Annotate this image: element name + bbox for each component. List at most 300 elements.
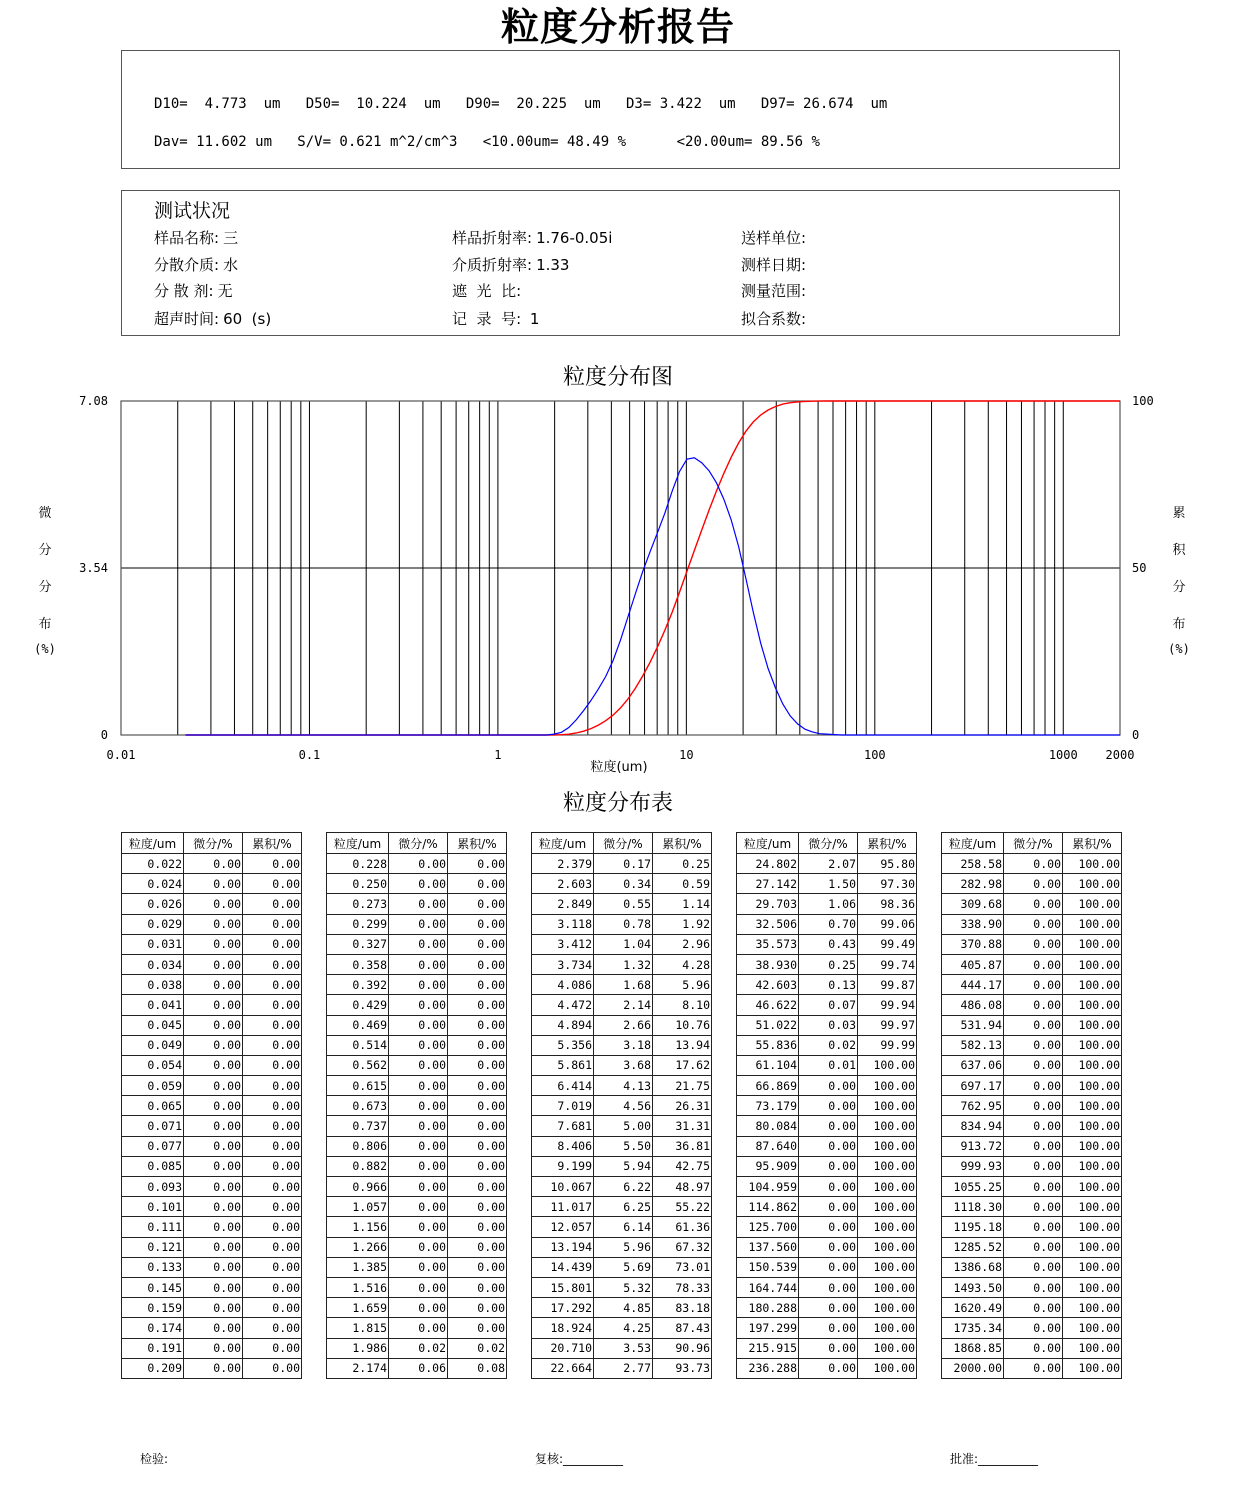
cumulative-cell: 0.00: [243, 1035, 302, 1055]
table-row: [942, 1237, 1122, 1257]
condition-label: 样品折射率:: [452, 229, 533, 247]
cumulative-cell: 0.00: [448, 1257, 507, 1277]
size-cell: 0.077: [122, 1136, 184, 1156]
size-cell: 0.145: [122, 1277, 184, 1297]
size-cell: 2.379: [532, 854, 594, 874]
cumulative-cell: 100.00: [1063, 934, 1122, 954]
cumulative-cell: 17.62: [653, 1055, 712, 1075]
differential-cell: 0.00: [799, 1076, 858, 1096]
table-row: [942, 934, 1122, 954]
differential-cell: 0.25: [799, 954, 858, 974]
condition-value: 1.33: [536, 256, 570, 274]
table-row: [942, 1015, 1122, 1035]
size-cell: 137.560: [737, 1237, 799, 1257]
size-cell: 1620.49: [942, 1298, 1004, 1318]
column-header: 粒度/um: [532, 833, 594, 854]
differential-cell: 3.53: [594, 1338, 653, 1358]
size-cell: 46.622: [737, 995, 799, 1015]
size-cell: 913.72: [942, 1136, 1004, 1156]
differential-cell: 0.00: [389, 954, 448, 974]
differential-cell: 0.00: [389, 1277, 448, 1297]
cumulative-cell: 0.00: [243, 954, 302, 974]
differential-cell: 4.56: [594, 1096, 653, 1116]
differential-cell: 4.85: [594, 1298, 653, 1318]
table-row: [327, 1358, 507, 1378]
table-row: [942, 975, 1122, 995]
size-cell: 309.68: [942, 894, 1004, 914]
differential-cell: 0.00: [799, 1156, 858, 1176]
differential-cell: 0.00: [389, 1015, 448, 1035]
size-cell: 0.673: [327, 1096, 389, 1116]
table-row: [737, 1257, 917, 1277]
table-row: [122, 1277, 302, 1297]
table-row: [737, 954, 917, 974]
size-cell: 27.142: [737, 874, 799, 894]
column-header: 微分/%: [389, 833, 448, 854]
cumulative-cell: 100.00: [1063, 1136, 1122, 1156]
y-left-tick-label: 0: [100, 728, 108, 742]
cumulative-cell: 100.00: [1063, 1156, 1122, 1176]
differential-cell: 0.00: [184, 1156, 243, 1176]
differential-cell: 0.00: [389, 854, 448, 874]
table-row: [327, 1015, 507, 1035]
size-cell: 338.90: [942, 914, 1004, 934]
size-cell: 73.179: [737, 1096, 799, 1116]
differential-cell: 0.00: [389, 1136, 448, 1156]
size-cell: 0.250: [327, 874, 389, 894]
cumulative-cell: 0.00: [243, 1318, 302, 1338]
cumulative-cell: 0.00: [448, 914, 507, 934]
cumulative-cell: 0.00: [448, 1177, 507, 1197]
y-right-axis-label: 布: [1172, 617, 1186, 632]
differential-cell: 0.00: [389, 1257, 448, 1277]
differential-cell: 0.00: [389, 1116, 448, 1136]
table-row: [327, 1136, 507, 1156]
size-cell: 0.026: [122, 894, 184, 914]
differential-cell: 0.00: [184, 1237, 243, 1257]
column-header: 累积/%: [1063, 833, 1122, 854]
cumulative-cell: 0.00: [448, 1116, 507, 1136]
differential-cell: 5.50: [594, 1136, 653, 1156]
size-cell: 0.737: [327, 1116, 389, 1136]
size-cell: 444.17: [942, 975, 1004, 995]
y-left-axis-label: (%): [34, 642, 56, 656]
differential-cell: 0.00: [389, 1298, 448, 1318]
differential-cell: 5.69: [594, 1257, 653, 1277]
differential-cell: 0.00: [184, 1197, 243, 1217]
cumulative-cell: 100.00: [1063, 1096, 1122, 1116]
column-header: 累积/%: [653, 833, 712, 854]
size-cell: 55.836: [737, 1035, 799, 1055]
table-row: [942, 1076, 1122, 1096]
cumulative-cell: 0.00: [448, 894, 507, 914]
summary-line-1: D10= 4.773 um D50= 10.224 um D90= 20.225 um D3= 3.422 um D97= 26.674 um: [154, 96, 888, 112]
table-row: [327, 1237, 507, 1257]
condition-value: 水: [223, 256, 239, 274]
cumulative-cell: 0.00: [243, 1096, 302, 1116]
size-cell: 999.93: [942, 1156, 1004, 1176]
condition-label: 记 录 号:: [452, 310, 522, 328]
cumulative-cell: 0.00: [448, 1318, 507, 1338]
differential-cell: 0.13: [799, 975, 858, 995]
condition-value: 无: [217, 282, 233, 300]
table-row: [327, 1156, 507, 1176]
condition-value: 1.76-0.05i: [536, 229, 613, 247]
cumulative-cell: 0.00: [243, 1177, 302, 1197]
differential-cell: 0.00: [184, 914, 243, 934]
cumulative-cell: 0.00: [243, 1015, 302, 1035]
size-cell: 20.710: [532, 1338, 594, 1358]
y-right-tick-label: 100: [1132, 394, 1154, 408]
table-row: [737, 1177, 917, 1197]
differential-cell: 0.00: [389, 975, 448, 995]
condition-item: [452, 308, 539, 329]
differential-cell: 0.00: [389, 914, 448, 934]
cumulative-cell: 100.00: [1063, 854, 1122, 874]
differential-cell: 0.00: [184, 1217, 243, 1237]
table-row: [737, 1298, 917, 1318]
x-tick-label: 2000: [1105, 748, 1135, 762]
size-cell: 0.059: [122, 1076, 184, 1096]
cumulative-cell: 1.14: [653, 894, 712, 914]
size-cell: 150.539: [737, 1257, 799, 1277]
report-title: 粒度分析报告: [500, 5, 735, 49]
cumulative-cell: 0.00: [243, 1055, 302, 1075]
differential-cell: 0.00: [184, 954, 243, 974]
size-cell: 1118.30: [942, 1197, 1004, 1217]
size-cell: 38.930: [737, 954, 799, 974]
size-cell: 4.472: [532, 995, 594, 1015]
differential-cell: 0.00: [184, 1318, 243, 1338]
table-row: [327, 1217, 507, 1237]
size-cell: 10.067: [532, 1177, 594, 1197]
size-cell: 5.356: [532, 1035, 594, 1055]
inspect-signature: 检验:: [140, 1452, 169, 1466]
cumulative-cell: 99.97: [858, 1015, 917, 1035]
column-header: 微分/%: [799, 833, 858, 854]
table-row: [942, 914, 1122, 934]
differential-cell: 0.00: [184, 1055, 243, 1075]
differential-cell: 1.68: [594, 975, 653, 995]
size-cell: 0.121: [122, 1237, 184, 1257]
table-row: [532, 1237, 712, 1257]
column-header: 累积/%: [448, 833, 507, 854]
differential-cell: 0.00: [1004, 1015, 1063, 1035]
size-cell: 8.406: [532, 1136, 594, 1156]
distribution-table: [326, 832, 507, 1379]
size-cell: 6.414: [532, 1076, 594, 1096]
differential-cell: 5.00: [594, 1116, 653, 1136]
size-cell: 1.986: [327, 1338, 389, 1358]
condition-label: 送样单位:: [741, 229, 807, 247]
size-cell: 17.292: [532, 1298, 594, 1318]
condition-label: 测样日期:: [741, 256, 807, 274]
cumulative-cell: 0.00: [448, 1277, 507, 1297]
size-cell: 14.439: [532, 1257, 594, 1277]
cumulative-cell: 31.31: [653, 1116, 712, 1136]
y-left-axis-label: 分: [38, 543, 52, 558]
size-cell: 7.019: [532, 1096, 594, 1116]
size-cell: 0.085: [122, 1156, 184, 1176]
cumulative-cell: 0.00: [243, 1237, 302, 1257]
cumulative-cell: 100.00: [1063, 1358, 1122, 1378]
differential-cell: 0.00: [184, 1338, 243, 1358]
table-row: [942, 854, 1122, 874]
cumulative-cell: 13.94: [653, 1035, 712, 1055]
size-cell: 1.156: [327, 1217, 389, 1237]
condition-label: 测量范围:: [741, 282, 807, 300]
table-row: [942, 1177, 1122, 1197]
size-cell: 0.022: [122, 854, 184, 874]
cumulative-cell: 99.94: [858, 995, 917, 1015]
differential-cell: 0.00: [1004, 954, 1063, 974]
size-cell: 0.562: [327, 1055, 389, 1075]
differential-cell: 1.06: [799, 894, 858, 914]
differential-cell: 0.00: [184, 854, 243, 874]
table-row: [327, 914, 507, 934]
differential-cell: 0.00: [799, 1338, 858, 1358]
size-cell: 1.057: [327, 1197, 389, 1217]
size-cell: 0.966: [327, 1177, 389, 1197]
cumulative-cell: 100.00: [858, 1055, 917, 1075]
differential-cell: 0.00: [1004, 1156, 1063, 1176]
condition-item: [154, 227, 238, 248]
table-row: [327, 1338, 507, 1358]
size-cell: 24.802: [737, 854, 799, 874]
cumulative-cell: 0.00: [243, 1257, 302, 1277]
cumulative-cell: 100.00: [1063, 914, 1122, 934]
differential-cell: 5.96: [594, 1237, 653, 1257]
cumulative-cell: 36.81: [653, 1136, 712, 1156]
x-tick-label: 10: [679, 748, 694, 762]
condition-item: [741, 254, 810, 275]
table-header-row: [737, 833, 917, 854]
cumulative-cell: 0.00: [448, 1298, 507, 1318]
size-cell: 2.174: [327, 1358, 389, 1378]
differential-cell: 0.00: [1004, 1136, 1063, 1156]
cumulative-cell: 100.00: [858, 1076, 917, 1096]
size-cell: 0.031: [122, 934, 184, 954]
size-cell: 22.664: [532, 1358, 594, 1378]
table-header-row: [532, 833, 712, 854]
cumulative-cell: 4.28: [653, 954, 712, 974]
table-row: [122, 1096, 302, 1116]
differential-distribution-line: [186, 458, 1121, 735]
table-row: [122, 894, 302, 914]
table-row: [122, 1015, 302, 1035]
table-row: [737, 1076, 917, 1096]
differential-cell: 0.00: [799, 1096, 858, 1116]
size-cell: 1285.52: [942, 1237, 1004, 1257]
cumulative-cell: 1.92: [653, 914, 712, 934]
y-right-tick-label: 50: [1132, 561, 1147, 575]
table-row: [737, 894, 917, 914]
column-header: 粒度/um: [737, 833, 799, 854]
table-row: [327, 1257, 507, 1277]
size-cell: 3.118: [532, 914, 594, 934]
cumulative-cell: 0.00: [243, 1197, 302, 1217]
table-row: [122, 1298, 302, 1318]
cumulative-cell: 0.00: [243, 934, 302, 954]
condition-label: 分 散 剂:: [154, 282, 214, 300]
condition-label: 分散介质:: [154, 256, 220, 274]
cumulative-cell: 0.00: [448, 1096, 507, 1116]
x-axis-label: 粒度(um): [590, 760, 648, 775]
differential-cell: 0.00: [1004, 1298, 1063, 1318]
cumulative-cell: 97.30: [858, 874, 917, 894]
cumulative-cell: 0.00: [243, 894, 302, 914]
size-cell: 637.06: [942, 1055, 1004, 1075]
column-header: 微分/%: [1004, 833, 1063, 854]
summary-line-2: Dav= 11.602 um S/V= 0.621 m^2/cm^3 <10.00um= 48.49 % <20.00um= 89.56 %: [154, 134, 820, 150]
differential-cell: 0.00: [389, 995, 448, 1015]
table-row: [122, 934, 302, 954]
table-row: [327, 1035, 507, 1055]
table-row: [532, 1358, 712, 1378]
table-row: [122, 1076, 302, 1096]
cumulative-cell: 100.00: [858, 1277, 917, 1297]
size-cell: 15.801: [532, 1277, 594, 1297]
table-row: [737, 1055, 917, 1075]
x-tick-label: 1: [494, 748, 502, 762]
cumulative-cell: 99.49: [858, 934, 917, 954]
differential-cell: 0.00: [389, 1156, 448, 1176]
differential-cell: 0.00: [184, 894, 243, 914]
cumulative-cell: 0.00: [243, 1217, 302, 1237]
cumulative-cell: 100.00: [1063, 1257, 1122, 1277]
y-left-axis-label: 分: [38, 580, 52, 595]
differential-cell: 0.00: [389, 1055, 448, 1075]
table-row: [122, 1318, 302, 1338]
size-cell: 2.849: [532, 894, 594, 914]
condition-item: [452, 227, 612, 248]
differential-cell: 0.00: [389, 1177, 448, 1197]
column-header: 微分/%: [184, 833, 243, 854]
size-cell: 236.288: [737, 1358, 799, 1378]
size-cell: 3.412: [532, 934, 594, 954]
differential-cell: 0.00: [799, 1177, 858, 1197]
table-row: [942, 894, 1122, 914]
cumulative-cell: 0.00: [448, 1156, 507, 1176]
size-cell: 5.861: [532, 1055, 594, 1075]
table-row: [122, 914, 302, 934]
cumulative-cell: 93.73: [653, 1358, 712, 1378]
cumulative-cell: 0.00: [448, 934, 507, 954]
cumulative-cell: 0.00: [243, 1358, 302, 1378]
table-row: [327, 1096, 507, 1116]
differential-cell: 0.00: [184, 995, 243, 1015]
cumulative-cell: 0.00: [448, 854, 507, 874]
differential-cell: 0.00: [1004, 934, 1063, 954]
size-cell: 18.924: [532, 1318, 594, 1338]
table-row: [327, 874, 507, 894]
table-row: [327, 1197, 507, 1217]
table-row: [122, 1136, 302, 1156]
table-row: [122, 1338, 302, 1358]
differential-cell: 0.00: [1004, 1338, 1063, 1358]
table-row: [122, 1237, 302, 1257]
differential-cell: 0.00: [184, 1096, 243, 1116]
size-cell: 1386.68: [942, 1257, 1004, 1277]
size-cell: 215.915: [737, 1338, 799, 1358]
table-row: [532, 1177, 712, 1197]
differential-cell: 0.00: [184, 1076, 243, 1096]
cumulative-cell: 0.00: [448, 1217, 507, 1237]
differential-cell: 0.00: [1004, 1257, 1063, 1277]
y-left-axis-label: 微: [38, 506, 52, 521]
size-cell: 1.385: [327, 1257, 389, 1277]
size-cell: 0.133: [122, 1257, 184, 1277]
cumulative-cell: 5.96: [653, 975, 712, 995]
table-row: [737, 1318, 917, 1338]
size-cell: 405.87: [942, 954, 1004, 974]
table-row: [942, 1257, 1122, 1277]
size-cell: 87.640: [737, 1136, 799, 1156]
cumulative-cell: 100.00: [1063, 1338, 1122, 1358]
cumulative-cell: 99.06: [858, 914, 917, 934]
table-row: [122, 1358, 302, 1378]
table-row: [532, 1217, 712, 1237]
size-cell: 762.95: [942, 1096, 1004, 1116]
condition-label: 介质折射率:: [452, 256, 533, 274]
differential-cell: 0.02: [799, 1035, 858, 1055]
y-left-tick-label: 7.08: [79, 394, 108, 408]
size-cell: 0.024: [122, 874, 184, 894]
condition-item: [741, 308, 810, 329]
table-row: [942, 1055, 1122, 1075]
table-row: [122, 1257, 302, 1277]
cumulative-cell: 100.00: [858, 1237, 917, 1257]
table-row: [942, 1217, 1122, 1237]
condition-item: [741, 280, 810, 301]
differential-cell: 0.00: [184, 1257, 243, 1277]
table-row: [327, 1177, 507, 1197]
cumulative-cell: 87.43: [653, 1318, 712, 1338]
size-cell: 180.288: [737, 1298, 799, 1318]
differential-cell: 0.00: [184, 934, 243, 954]
cumulative-cell: 0.00: [448, 1136, 507, 1156]
differential-cell: 0.00: [389, 1318, 448, 1338]
y-right-tick-label: 0: [1132, 728, 1140, 742]
table-row: [942, 1136, 1122, 1156]
condition-item: [452, 254, 569, 275]
table-row: [532, 894, 712, 914]
size-cell: 12.057: [532, 1217, 594, 1237]
y-right-axis-label: 分: [1172, 580, 1186, 595]
size-cell: 0.159: [122, 1298, 184, 1318]
table-row: [532, 914, 712, 934]
cumulative-cell: 100.00: [1063, 1197, 1122, 1217]
size-cell: 61.104: [737, 1055, 799, 1075]
table-row: [122, 1197, 302, 1217]
table-row: [532, 1035, 712, 1055]
y-right-axis-label: (%): [1168, 642, 1190, 656]
table-row: [122, 1177, 302, 1197]
differential-cell: 0.00: [184, 1277, 243, 1297]
table-row: [532, 954, 712, 974]
table-row: [532, 1116, 712, 1136]
differential-cell: 0.00: [1004, 1035, 1063, 1055]
cumulative-cell: 73.01: [653, 1257, 712, 1277]
differential-cell: 0.34: [594, 874, 653, 894]
cumulative-cell: 100.00: [858, 1257, 917, 1277]
table-row: [122, 954, 302, 974]
size-cell: 0.054: [122, 1055, 184, 1075]
size-cell: 13.194: [532, 1237, 594, 1257]
cumulative-cell: 48.97: [653, 1177, 712, 1197]
size-cell: 0.191: [122, 1338, 184, 1358]
table-row: [532, 995, 712, 1015]
